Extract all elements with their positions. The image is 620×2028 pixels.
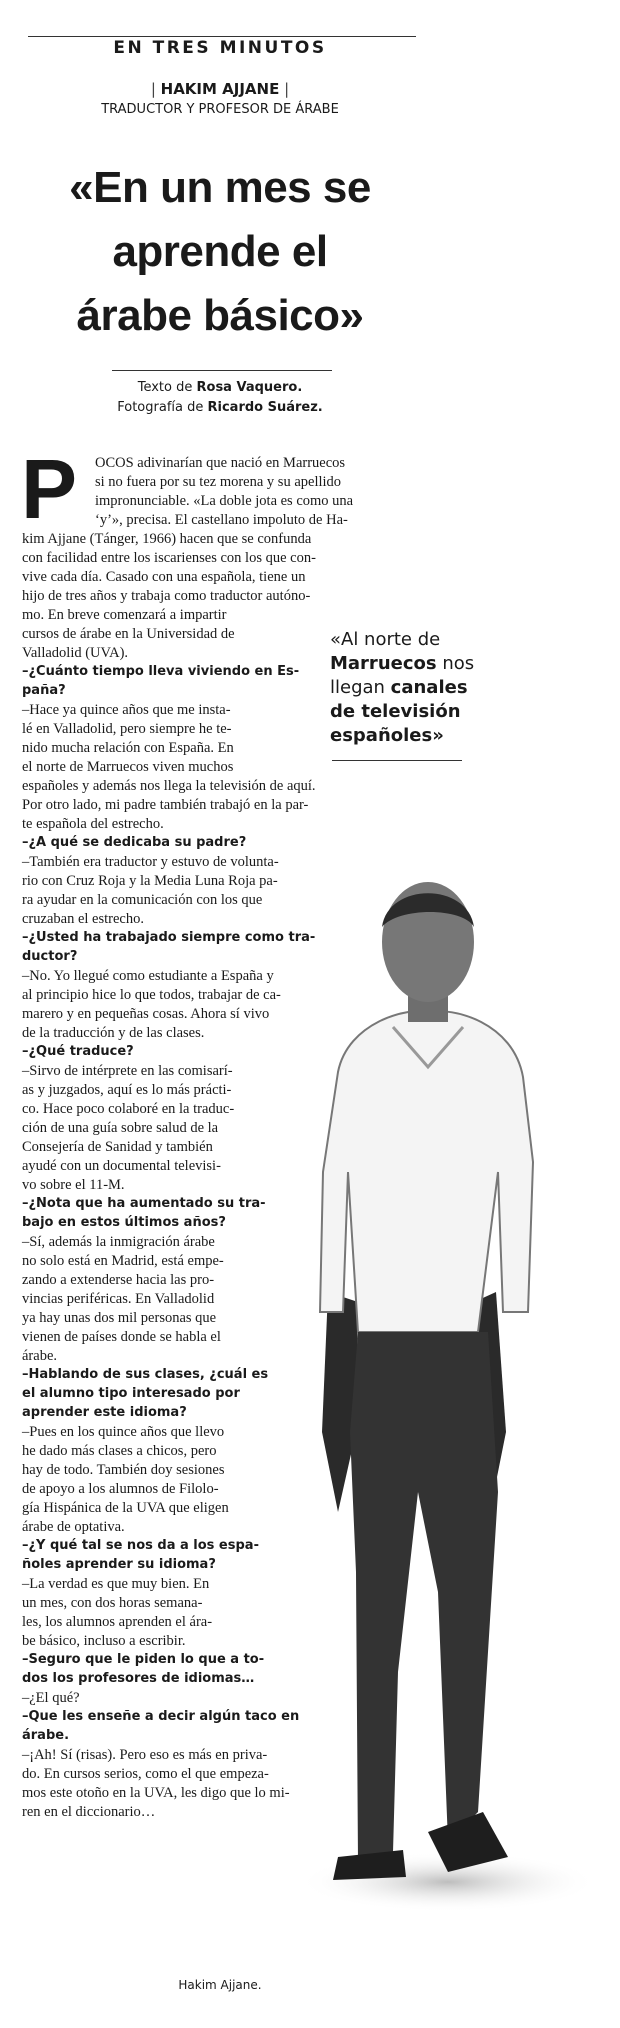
pull-quote [330,628,490,748]
credits [0,378,440,418]
byline-bar-right: | [279,80,290,98]
body-line: no solo está en Madrid, está empe- [22,1253,224,1269]
question-line: –¿A qué se dedicaba su padre? [22,835,247,850]
body-line: mos este otoño en la UVA, les digo que lo mi- [22,1785,290,1801]
body-line: kim Ajjane (Tánger, 1966) hacen que se confunda [22,531,312,547]
body-line: ya hay unas dos mil personas que [22,1310,217,1326]
body-line: mo. En breve comenzará a impartir [22,607,227,623]
question-line: –¿Nota que ha aumentado su tra- [22,1196,266,1211]
body-line: be básico, incluso a escribir. [22,1633,186,1649]
body-line: te española del estrecho. [22,816,164,832]
drop-cap: P [21,442,78,536]
body-line: vienen de países donde se habla el [22,1329,221,1345]
body-line: ren en el diccionario… [22,1804,156,1820]
body-line: Valladolid (UVA). [22,645,129,661]
body-line: –La verdad es que muy bien. En [22,1576,210,1592]
section-title: EN TRES MINUTOS [113,38,327,58]
body-line: cursos de árabe en la Universidad de [22,626,235,642]
body-line: hay de todo. También doy sesiones [22,1462,225,1478]
portrait-photo [278,872,598,1932]
body-line: zando a extenderse hacia las pro- [22,1272,215,1288]
question-line: –Que les enseñe a decir algún taco en [22,1709,300,1724]
pull-quote-part: «Al norte de [330,629,441,650]
body-line: nido mucha relación con España. En [22,740,234,756]
question-line: aprender este idioma? [22,1405,187,1420]
body-line: ción de una guía sobre salud de la [22,1120,219,1136]
body-line: ra ayudar en la comunicación con los que [22,892,263,908]
top-rule [28,36,416,37]
question-line: árabe. [22,1728,70,1743]
question-line: –¿Cuánto tiempo lleva viviendo en Es- [22,664,300,679]
body-line: –No. Yo llegué como estudiante a España y [22,968,274,984]
body-line: de apoyo a los alumnos de Filolo- [22,1481,219,1497]
body-line: españoles y además nos llega la televisión de aquí. [22,778,316,794]
body-line: vo sobre el 11-M. [22,1177,125,1193]
body-line: Por otro lado, mi padre también trabajó en la par- [22,797,309,813]
headline-line: árabe básico» [76,291,364,340]
body-line: OCOS adivinarían que nació en Marruecos [95,455,346,471]
body-line: con facilidad entre los iscarienses con los que con- [22,550,316,566]
body-line: Consejería de Sanidad y también [22,1139,213,1155]
question-line: –¿Y qué tal se nos da a los espa- [22,1538,259,1553]
question-line: –Seguro que le piden lo que a to- [22,1652,265,1667]
question-line: bajo en estos últimos años? [22,1215,226,1230]
body-line: co. Hace poco colaboré en la traduc- [22,1101,235,1117]
body-line: si no fuera por su tez morena y su apellido [95,474,342,490]
body-line: –¡Ah! Sí (risas). Pero eso es más en priva- [22,1747,268,1763]
body-line: hijo de tres años y trabaja como traductor autóno- [22,588,311,604]
body-line: –También era traductor y estuvo de volunta- [22,854,279,870]
credit-prefix: Texto de [137,380,197,395]
body-line: –Hace ya quince años que me insta- [22,702,231,718]
body-line: árabe de optativa. [22,1519,125,1535]
body-line: cruzaban el estrecho. [22,911,144,927]
byline-role: TRADUCTOR Y PROFESOR DE ÁRABE [101,102,339,117]
body-line: vincias periféricas. En Valladolid [22,1291,215,1307]
question-line: el alumno tipo interesado por [22,1386,240,1401]
body-line: he dado más clases a chicos, pero [22,1443,217,1459]
body-line: as y juzgados, aquí es lo más prácti- [22,1082,232,1098]
body-line: marero y en pequeñas cosas. Ahora sí vivo [22,1006,270,1022]
body-line: –¿El qué? [22,1690,80,1706]
pull-quote-part: nos llegan [330,653,475,698]
credit-prefix: Fotografía de [117,400,208,415]
question-line: dos los profesores de idiomas… [22,1671,255,1686]
body-line: –Pues en los quince años que llevo [22,1424,225,1440]
body-line: árabe. [22,1348,58,1364]
byline-name: HAKIM AJJANE [160,80,280,98]
headline [30,156,410,348]
body-line: ayudé con un documental televisi- [22,1158,221,1174]
credit-author: Ricardo Suárez. [207,400,323,415]
question-line: ductor? [22,949,78,964]
question-line: –¿Qué traduce? [22,1044,134,1059]
text-credit [0,378,440,398]
body-line: lé en Valladolid, pero siempre he te- [22,721,232,737]
body-line: –Sí, además la inmigración árabe [22,1234,215,1250]
question-line: ñoles aprender su idioma? [22,1557,216,1572]
body-line: –Sirvo de intérprete en las comisarí- [22,1063,233,1079]
question-line: –¿Usted ha trabajado siempre como tra- [22,930,316,945]
question-line: paña? [22,683,66,698]
body-line: de la traducción y de las clases. [22,1025,205,1041]
body-line: vive cada día. Casado con una española, tiene un [22,569,306,585]
byline [0,80,440,98]
photo-caption: Hakim Ajjane. [178,1978,262,1992]
headline-line: «En un mes se [69,163,371,212]
headline-line: aprende el [112,227,328,276]
pull-quote-part: Marruecos [330,653,437,674]
body-line: gía Hispánica de la UVA que eligen [22,1500,229,1516]
body-line: al principio hice lo que todos, trabajar de ca- [22,987,281,1003]
photo-credit [0,398,440,418]
body-line: do. En cursos serios, como el que empeza- [22,1766,269,1782]
body-line: ‘y’», precisa. El castellano impoluto de Ha- [95,512,348,528]
pull-quote-rule [332,760,462,761]
body-line: rio con Cruz Roja y la Media Luna Roja pa- [22,873,278,889]
credits-rule [112,370,332,371]
byline-bar-left: | [150,80,161,98]
body-line: les, los alumnos aprenden el ára- [22,1614,213,1630]
body-line: impronunciable. «La doble jota es como una [95,493,354,509]
body-line: el norte de Marruecos viven muchos [22,759,234,775]
credit-author: Rosa Vaquero. [196,380,303,395]
question-line: –Hablando de sus clases, ¿cuál es [22,1367,269,1382]
body-line: un mes, con dos horas semana- [22,1595,203,1611]
pull-quote-part: canales de televisión españoles» [330,677,468,746]
